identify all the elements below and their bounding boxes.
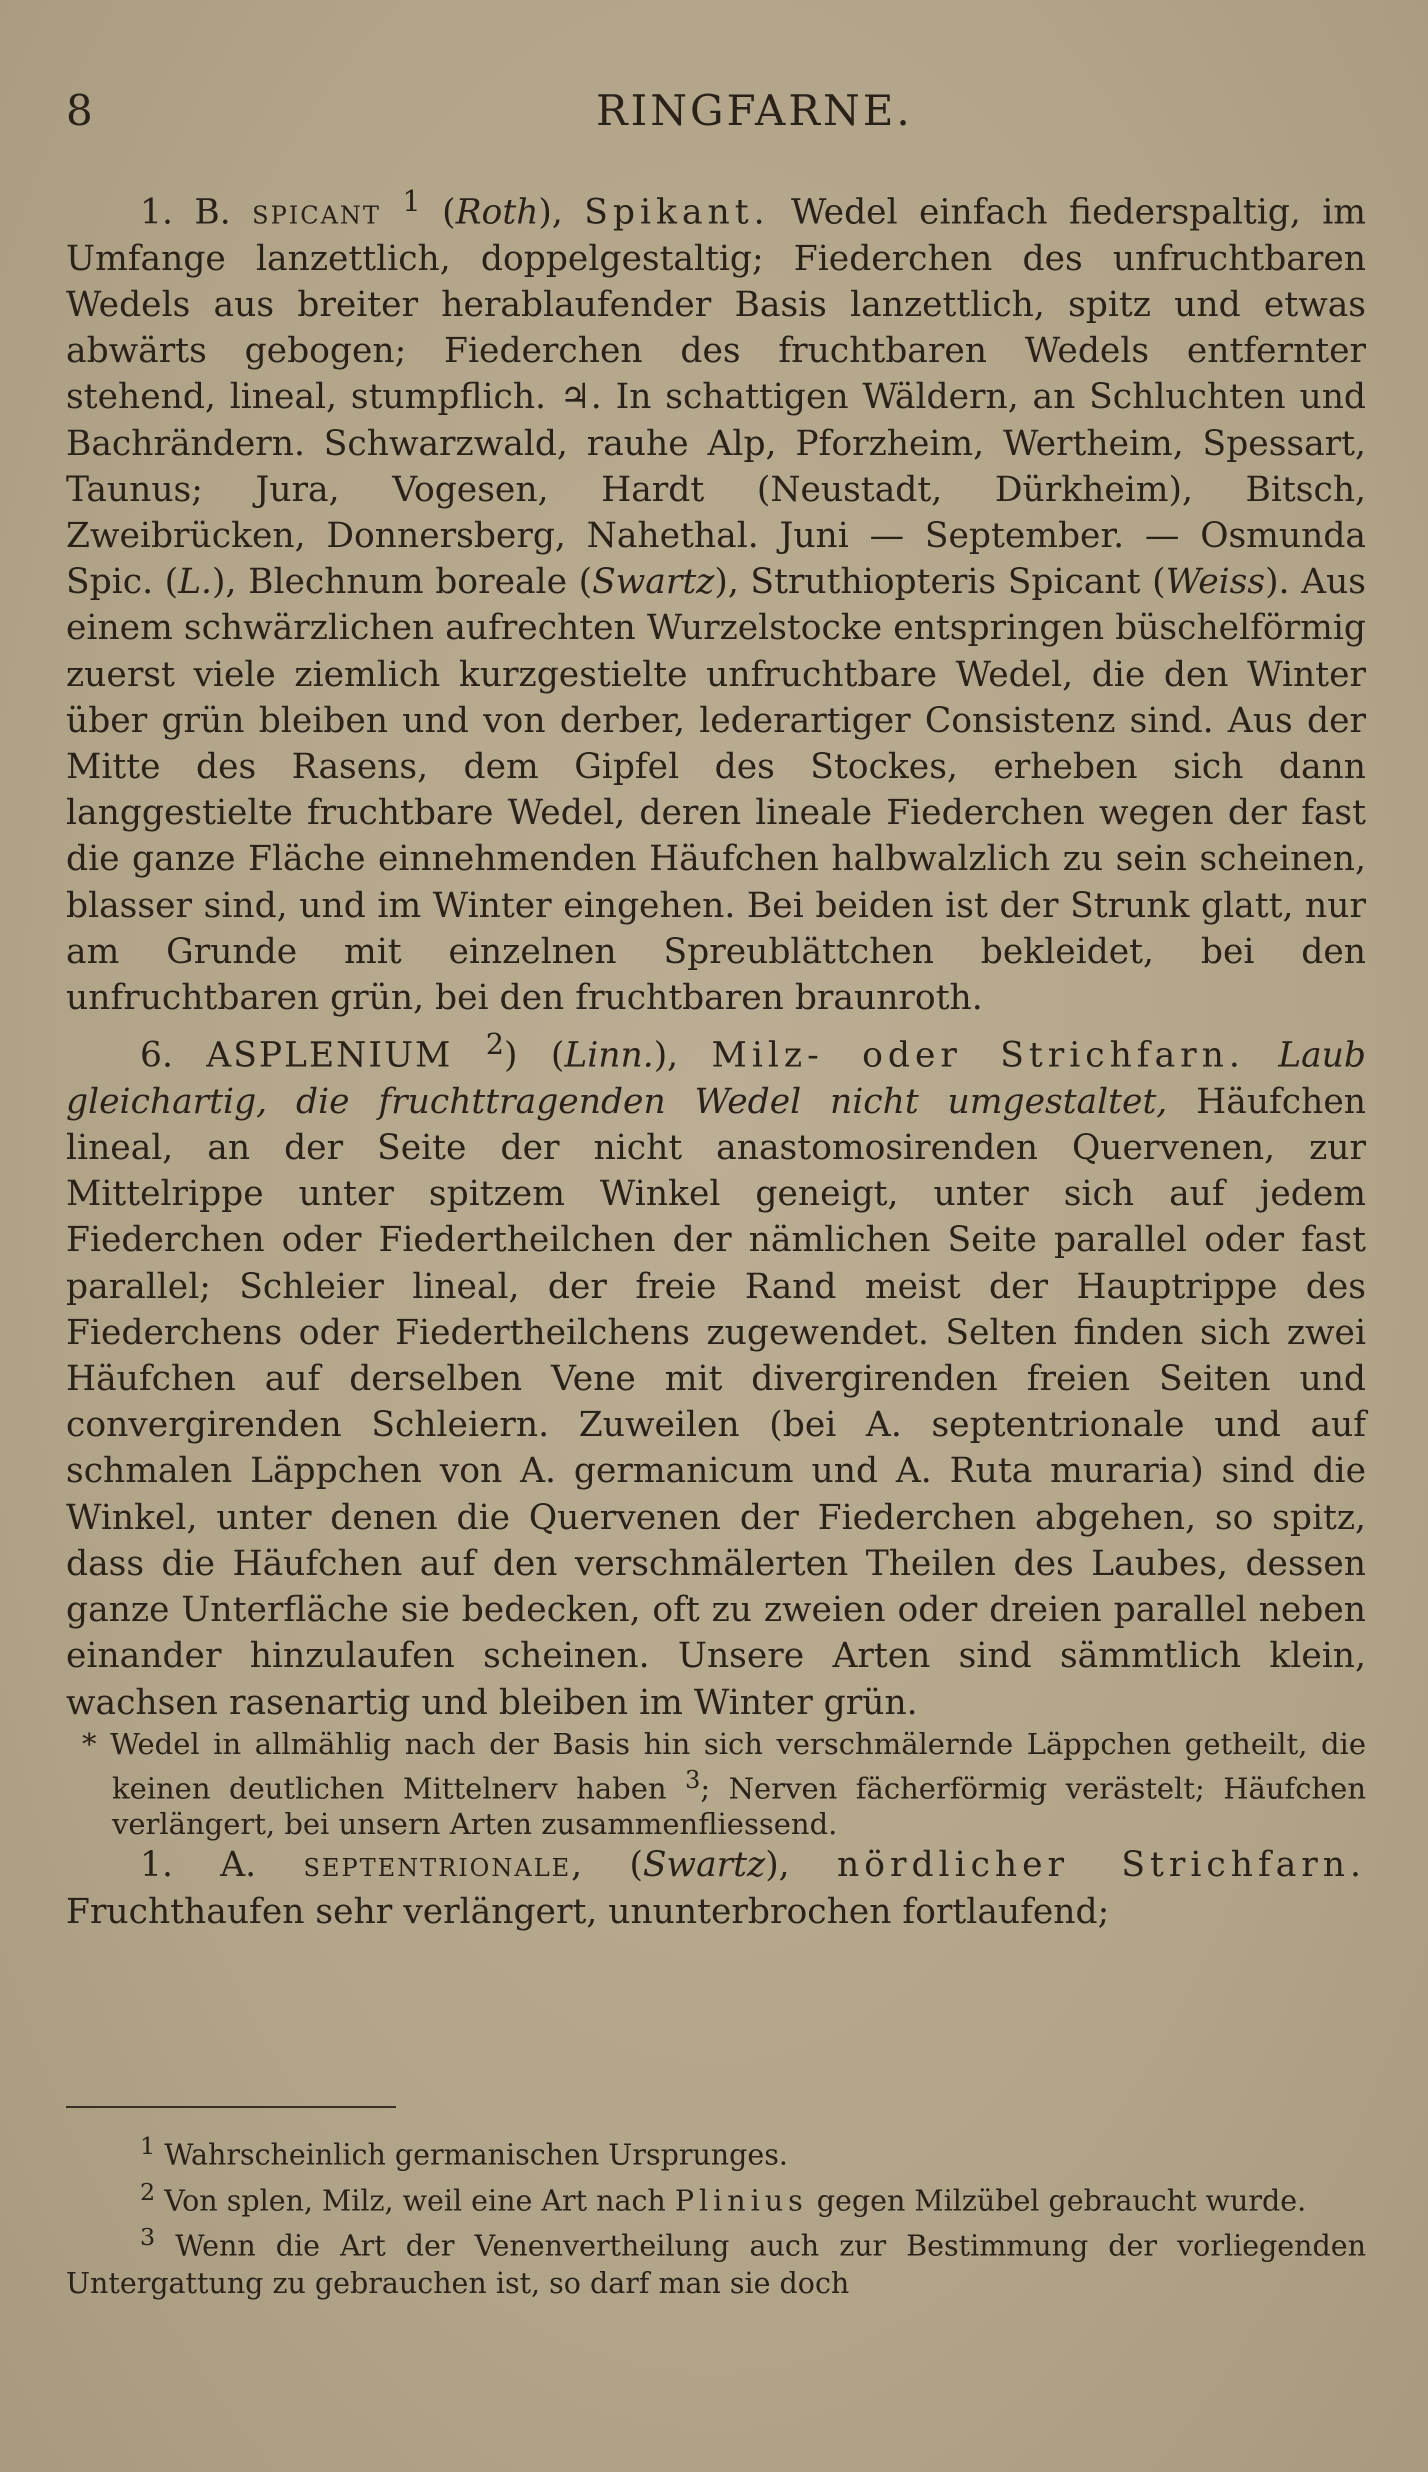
- footnote-text: gegen Milzübel gebraucht wurde.: [807, 2184, 1307, 2217]
- footnote-2: [66, 2174, 1366, 2220]
- footnote-text: Von splen, Milz, weil eine Art nach: [164, 2184, 675, 2217]
- footnote-name: Plinius: [674, 2184, 808, 2217]
- species-author: Swartz: [642, 1845, 766, 1886]
- description-text: Häufchen lineal, an der Seite der nicht anastomosirenden Quervenen, zur Mittelrippe unter spitzem Winkel geneigt, unter sich auf jedem Fiederchen oder Fiedertheilchen der nämlichen Seite parallel oder fast parallel; Schleier lineal, der freie Rand meist der Hauptrippe des Fiederchens oder Fiedertheilchens zugewendet. Selten finden sich zwei Häufchen auf derselben Vene mit divergirenden freien Seiten und convergirenden Schleiern. Zuweilen (bei A. septentrionale und auf schmalen Läppchen von A. germanicum und A. Ruta muraria) sind die Winkel, unter denen die Quervenen der Fiederchen abgehen, so spitz, dass die Häufchen auf den verschmälerten Theilen des Laubes, dessen ganze Unterfläche sie bedecken, oft zu zweien oder dreien parallel neben einander hinzulaufen scheinen. Unsere Arten sind sämmtlich klein, wachsen rasenartig und bleiben im Winter grün.: [66, 1081, 1366, 1723]
- genus-diagnosis-lead: Laub gleichartig, die fruchttragenden Wedel nicht umgestaltet,: [66, 1035, 1366, 1122]
- page-number: 8: [66, 86, 93, 135]
- genus-entry-asplenium: 6. ASPLENIUM $^2$) (Linn.), Milz- oder Strichfarn. Laub gleichartig, die fruchttragenden Wedel nicht umgestaltet, Häufchen lineal, an der Seite der nicht anastomosirenden Quervenen, zur Mittelrippe unter spitzem Winkel geneigt, unter sich auf jedem Fiederchen oder Fiedertheilchen der nämlichen Seite parallel oder fast parallel; Schleier lineal, der freie Rand meist der Hauptrippe des Fiederchens oder Fiedertheilchens zugewendet. Selten finden sich zwei Häufchen auf derselben Vene mit divergirenden freien Seiten und convergirenden Schleiern. Zuweilen (bei A. septentrionale und auf schmalen Läppchen von A. germanicum und A. Ruta muraria) sind die Winkel, unter denen die Quervenen der Fiederchen abgehen, so spitz, dass die Häufchen auf den verschmälerten Theilen des Laubes, dessen ganze Unterfläche sie bedecken, oft zu zweien oder dreien parallel neben einander hinzulaufen scheinen. Unsere Arten sind sämmtlich klein, wachsen rasenartig und bleiben im Winter grün.: [66, 1027, 1366, 1723]
- footnote-mark: 3: [140, 2223, 156, 2251]
- footnote-ref: 3: [685, 1765, 701, 1794]
- footnote-rule: [66, 2106, 396, 2108]
- footnote-mark: 2: [140, 2177, 156, 2206]
- species-name: septentrionale: [303, 1845, 572, 1886]
- species-entry-spicant: 1. B. spicant $^1$ (Roth), Spikant. Wedel einfach fiederspaltig, im Umfange lanzettlich, doppelgestaltig; Fiederchen des unfruchtbaren Wedels aus breiter herablaufender Basis lanzettlich, spitz und etwas abwärts gebogen; Fiederchen des fruchtbaren Wedels entfernter stehend, lineal, stumpflich. ♃. In schattigen Wäldern, an Schluchten und Bachrändern. Schwarzwald, rauhe Alp, Pforzheim, Wertheim, Spessart, Taunus; Jura, Vogesen, Hardt (Neustadt, Dürkheim), Bitsch, Zweibrücken, Donnersberg, Nahethal. Juni — September. — Osmunda Spic. (L.), Blechnum boreale (Swartz), Struthiopteris Spicant (Weiss). Aus einem schwärzlichen aufrechten Wurzelstocke entspringen büschelförmig zuerst viele ziemlich kurzgestielte unfruchtbare Wedel, die den Winter über grün bleiben und von derber, lederartiger Consistenz sind. Aus der Mitte des Rasens, dem Gipfel des Stockes, erheben sich dann langgestielte fruchtbare Wedel, deren lineale Fiederchen wegen der fast die ganze Fläche einnehmenden Häufchen halbwalzlich zu sein scheinen, blasser sind, und im Winter eingehen. Bei beiden ist der Strunk glatt, nur am Grunde mit einzelnen Spreublättchen bekleidet, bei den unfruchtbaren grün, bei den fruchtbaren braunroth.: [66, 184, 1367, 1018]
- common-name: nördlicher Strichfarn.: [836, 1845, 1366, 1886]
- description-text: ). Aus einem schwärzlichen aufrechten Wurzelstocke entspringen büschelförmig zuerst viele ziemlich kurzgestielte unfruchtbare Wedel, die den Winter über grün bleiben und von derber, lederartiger Consistenz sind. Aus der Mitte des Rasens, dem Gipfel des Stockes, erheben sich dann langgestielte fruchtbare Wedel, deren lineale Fiederchen wegen der fast die ganze Fläche einnehmenden Häufchen halbwalzlich zu sein scheinen, blasser sind, und im Winter eingehen. Bei beiden ist der Strunk glatt, nur am Grunde mit einzelnen Spreublättchen bekleidet, bei den unfruchtbaren grün, bei den fruchtbaren braunroth.: [66, 562, 1366, 1018]
- species-author: Roth: [455, 192, 539, 233]
- synonym-author: L.: [178, 562, 213, 603]
- description-text: Wedel einfach fiederspaltig, im Umfange lanzettlich, doppelgestaltig; Fiederchen des unfruchtbaren Wedels aus breiter herablaufender Basis lanzettlich, spitz und etwas abwärts gebogen; Fiederchen des fruchtbaren Wedels entfernter stehend, lineal, stumpflich. ♃. In schattigen Wäldern, an Schluchten und Bachrändern. Schwarzwald, rauhe Alp, Pforzheim, Wertheim, Spessart, Taunus; Jura, Vogesen, Hardt (Neustadt, Dürkheim), Bitsch, Zweibrücken, Donnersberg, Nahethal. Juni — September. — Osmunda Spic. (: [66, 192, 1367, 603]
- main-text: [66, 178, 1366, 1935]
- footnote-ref: 1: [402, 184, 421, 218]
- footnote-1: [66, 2128, 1366, 2174]
- footnote-3: [66, 2219, 1366, 2302]
- common-name: Milz- oder Strichfarn.: [711, 1035, 1245, 1076]
- synonym-author: Swartz: [592, 562, 715, 603]
- species-number: 1. A.: [140, 1845, 257, 1886]
- footnote-text: Wenn die Art der Venenvertheilung auch zur Bestimmung der vorliegenden Untergattung zu gebrauchen ist, so darf man sie doch: [66, 2229, 1366, 2300]
- section-note: [66, 1726, 1366, 1843]
- footnotes: [66, 2128, 1366, 2302]
- description-text: Fruchthaufen sehr verlängert, ununterbrochen fortlaufend;: [66, 1891, 1110, 1932]
- species-number: 1. B.: [140, 192, 231, 233]
- synonym-author: Weiss: [1165, 562, 1266, 603]
- note-mark: *: [82, 1726, 97, 1761]
- genus-name: ASPLENIUM: [206, 1035, 453, 1076]
- description-text: ), Blechnum boreale (: [212, 562, 593, 603]
- common-name: Spikant.: [584, 192, 770, 233]
- genus-number: 6.: [140, 1035, 173, 1076]
- footnote-mark: 1: [140, 2132, 156, 2160]
- genus-author: Linn.: [564, 1035, 654, 1076]
- species-name: spicant: [252, 192, 381, 233]
- footnote-ref: 2: [485, 1027, 505, 1062]
- page-header: [66, 86, 1366, 146]
- note-text: Wedel in allmählig nach der Basis hin sich verschmälernde Läppchen getheilt, die keinen deutlichen Mittelnerv haben: [96, 1726, 1366, 1806]
- note-text: ; Nerven fächerförmig verästelt; Häufchen verlängert, bei unsern Arten zusammenfliessend.: [112, 1771, 1366, 1842]
- description-text: ), Struthiopteris Spicant (: [714, 562, 1166, 603]
- species-entry-septentrionale: 1. A. septentrionale, (Swartz), nördlicher Strichfarn. Fruchthaufen sehr verlängert, ununterbrochen fortlaufend;: [66, 1845, 1366, 1932]
- running-title: RINGFARNE.: [596, 86, 913, 135]
- footnote-text: Wahrscheinlich germanischen Ursprunges.: [164, 2138, 788, 2172]
